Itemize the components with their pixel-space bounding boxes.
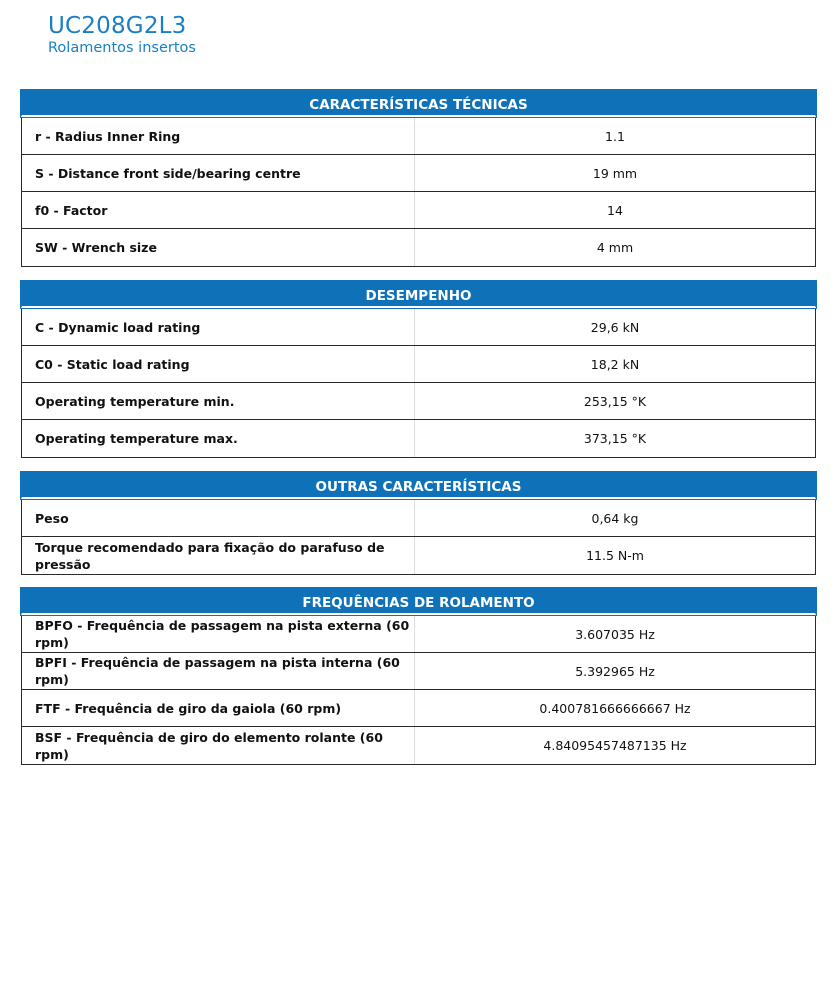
table-row xyxy=(22,727,815,764)
table-row xyxy=(22,500,815,537)
table-row xyxy=(22,653,815,690)
row-label: BPFI - Frequência de passagem na pista interna (60 rpm) xyxy=(22,653,415,689)
spec-table xyxy=(21,499,816,575)
row-label: S - Distance front side/bearing centre xyxy=(22,155,415,191)
section-bearing-frequencies xyxy=(21,588,816,765)
section-heading: CARACTERÍSTICAS TÉCNICAS xyxy=(21,90,816,117)
row-value: 1.1 xyxy=(605,128,625,144)
table-row xyxy=(22,155,815,192)
section-heading: FREQUÊNCIAS DE ROLAMENTO xyxy=(21,588,816,615)
section-heading: DESEMPENHO xyxy=(21,281,816,308)
row-value: 14 xyxy=(607,202,623,218)
row-value: 0,64 kg xyxy=(591,510,639,526)
table-row xyxy=(22,383,815,420)
page-header xyxy=(48,12,196,56)
row-value: 0.400781666666667 Hz xyxy=(539,700,691,716)
section-technical-characteristics xyxy=(21,90,816,267)
product-title: UC208G2L3 xyxy=(48,13,187,39)
table-row xyxy=(22,420,815,457)
row-value: 253,15 °K xyxy=(583,393,647,409)
table-row xyxy=(22,690,815,727)
row-label: f0 - Factor xyxy=(22,192,415,228)
row-value: 4 mm xyxy=(596,240,634,255)
row-label: Peso xyxy=(22,500,415,536)
row-label: r - Radius Inner Ring xyxy=(22,118,415,154)
table-row xyxy=(22,309,815,346)
row-label: SW - Wrench size xyxy=(22,229,415,266)
row-label: C0 - Static load rating xyxy=(22,346,415,382)
row-value: 4.84095457487135 Hz xyxy=(543,738,687,753)
row-label: C - Dynamic load rating xyxy=(22,309,415,345)
table-row xyxy=(22,616,815,653)
product-category: Rolamentos insertos xyxy=(48,40,196,56)
table-row xyxy=(22,346,815,383)
row-label: Operating temperature max. xyxy=(22,420,415,457)
section-heading: OUTRAS CARACTERÍSTICAS xyxy=(21,472,816,499)
table-row xyxy=(22,192,815,229)
section-other-characteristics xyxy=(21,472,816,575)
row-value: 3.607035 Hz xyxy=(575,626,655,642)
row-value: 29,6 kN xyxy=(590,319,640,335)
row-label: Operating temperature min. xyxy=(22,383,415,419)
row-label: FTF - Frequência de giro da gaiola (60 rpm) xyxy=(22,690,415,726)
row-label: BPFO - Frequência de passagem na pista externa (60 rpm) xyxy=(22,616,415,652)
section-performance xyxy=(21,281,816,458)
row-label: Torque recomendado para fixação do parafuso de pressão xyxy=(22,537,415,574)
row-label: BSF - Frequência de giro do elemento rolante (60 rpm) xyxy=(22,727,415,764)
row-value: 11.5 N-m xyxy=(586,548,644,563)
table-row xyxy=(22,118,815,155)
table-row xyxy=(22,229,815,266)
table-row xyxy=(22,537,815,574)
spec-table xyxy=(21,308,816,458)
spec-table xyxy=(21,117,816,267)
row-value: 19 mm xyxy=(592,165,638,181)
spec-table xyxy=(21,615,816,765)
row-value: 18,2 kN xyxy=(590,356,640,372)
row-value: 5.392965 Hz xyxy=(575,663,655,679)
row-value: 373,15 °K xyxy=(583,431,647,446)
